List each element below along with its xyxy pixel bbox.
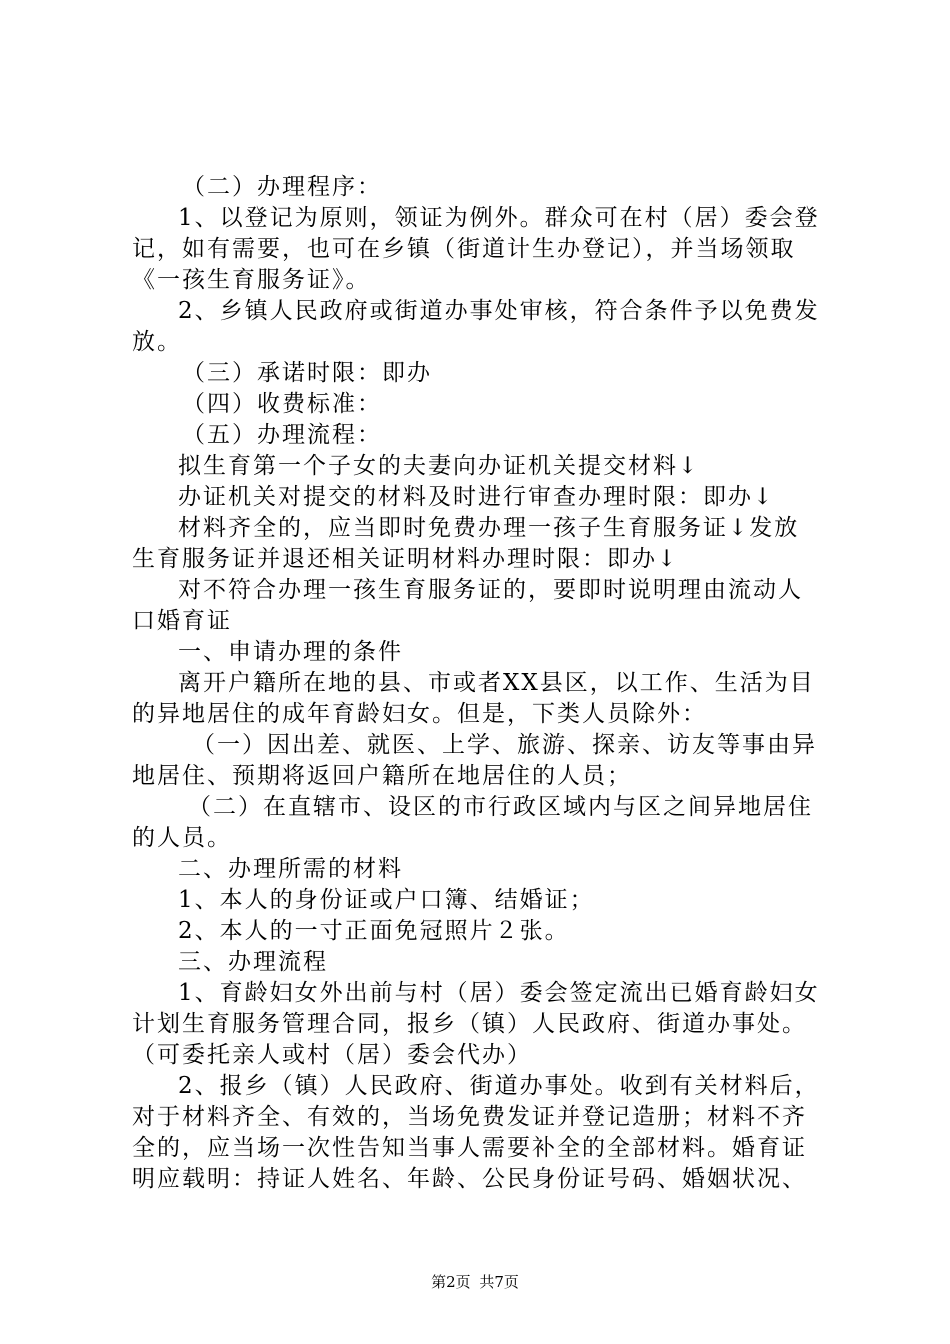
paragraph-line: （五）办理流程：: [182, 422, 382, 448]
document-body: [132, 172, 832, 1195]
paragraph-line: 离开户籍所在地的县、市或者XX县区，以工作、生活为目: [178, 670, 815, 696]
paragraph-line: 口婚育证: [132, 608, 232, 634]
paragraph-line: （四）收费标准：: [182, 391, 382, 417]
paragraph-line: 记，如有需要，也可在乡镇（街道计生办登记），并当场领取: [132, 236, 796, 262]
section-heading: 一、申请办理的条件: [178, 639, 403, 665]
paragraph-line: 2、报乡（镇）人民政府、街道办事处。收到有关材料后，: [178, 1073, 820, 1099]
paragraph-line: 1、本人的身份证或户口簿、结婚证；: [178, 887, 595, 913]
paragraph-line: （一）因出差、就医、上学、旅游、探亲、访友等事由异: [192, 732, 817, 758]
paragraph-line: 的异地居住的成年育龄妇女。但是，下类人员除外：: [132, 701, 707, 727]
paragraph-line: 明应载明：持证人姓名、年龄、公民身份证号码、婚姻状况、: [132, 1166, 807, 1192]
paragraph-line: 办证机关对提交的材料及时进行审查办理时限：即办↓: [178, 484, 775, 510]
page-total: 共7页: [479, 1273, 519, 1291]
paragraph-line: 对不符合办理一孩生育服务证的，要即时说明理由流动人: [178, 577, 803, 603]
paragraph-line: 生育服务证并退还相关证明材料办理时限：即办↓: [132, 546, 679, 572]
page-footer: [0, 1272, 950, 1292]
paragraph-line: 放。: [132, 329, 182, 355]
paragraph-line: 《一孩生育服务证》。: [132, 267, 371, 293]
paragraph-line: 2、乡镇人民政府或街道办事处审核，符合条件予以免费发: [178, 298, 820, 324]
section-heading: 三、办理流程: [178, 949, 328, 975]
paragraph-line: 材料齐全的，应当即时免费办理一孩子生育服务证↓发放: [178, 515, 800, 541]
paragraph-line: （二）办理程序：: [182, 174, 382, 200]
paragraph-line: 的人员。: [132, 825, 232, 851]
paragraph-line: 地居住、预期将返回户籍所在地居住的人员；: [132, 763, 632, 789]
section-heading: 二、办理所需的材料: [178, 856, 403, 882]
paragraph-line: 全的，应当场一次性告知当事人需要补全的全部材料。婚育证: [132, 1135, 807, 1161]
paragraph-line: 1、育龄妇女外出前与村（居）委会签定流出已婚育龄妇女: [178, 980, 820, 1006]
paragraph-line: 计划生育服务管理合同，报乡（镇）人民政府、街道办事处。: [132, 1011, 807, 1037]
paragraph-line: 2、本人的一寸正面免冠照片２张。: [178, 918, 570, 944]
page-number: 第2页: [431, 1273, 471, 1291]
paragraph-line: 对于材料齐全、有效的，当场免费发证并登记造册；材料不齐: [132, 1104, 807, 1130]
paragraph-line: （二）在直辖市、设区的市行政区域内与区之间异地居住: [188, 794, 813, 820]
paragraph-line: （可委托亲人或村（居）委会代办）: [132, 1042, 532, 1068]
paragraph-line: （三）承诺时限：即办: [182, 360, 432, 386]
paragraph-line: 1、以登记为原则，领证为例外。群众可在村（居）委会登: [178, 205, 820, 231]
paragraph-line: 拟生育第一个子女的夫妻向办证机关提交材料↓: [178, 453, 700, 479]
